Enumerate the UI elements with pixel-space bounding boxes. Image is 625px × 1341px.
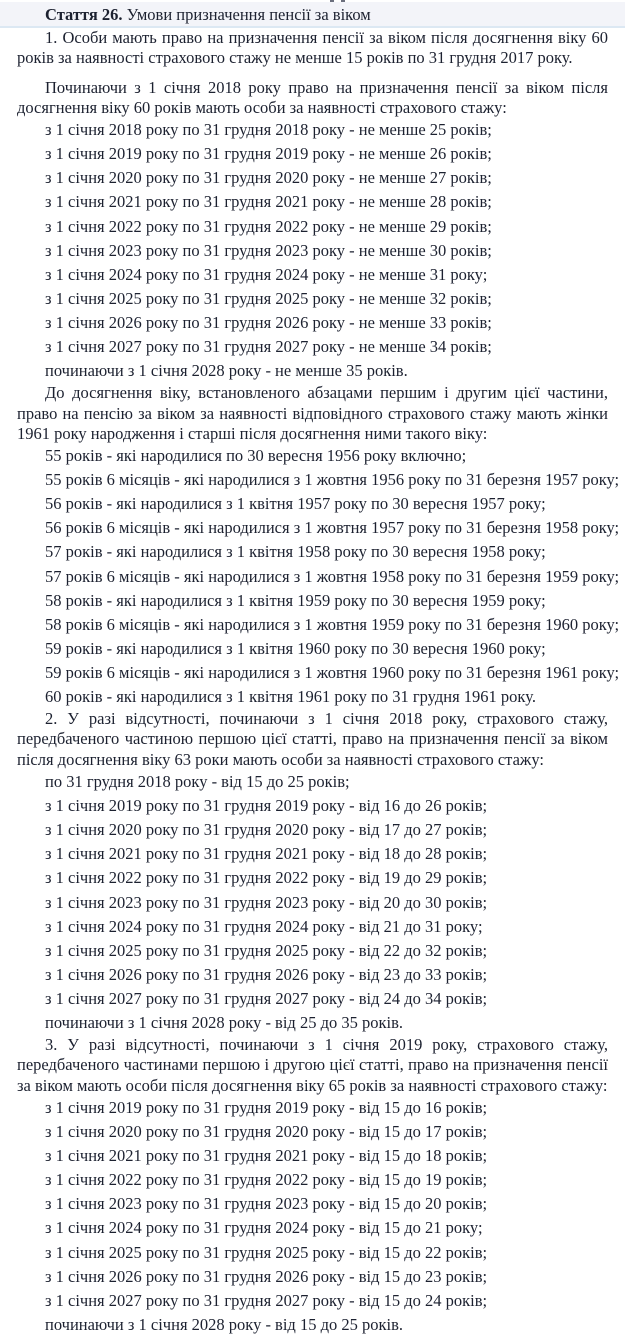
list-item: з 1 січня 2025 року по 31 грудня 2025 року - від 22 до 32 років;: [45, 940, 488, 960]
list-item: з 1 січня 2024 року по 31 грудня 2024 року - від 21 до 31 року;: [45, 916, 483, 936]
paragraph: До досягнення віку, встановленого абзацами першим і другим цієї частини, право на пенсію за віком за наявності відповідного страхового стажу мають жінки 1961 року народження і старші після досягнення ними такого віку:: [17, 383, 608, 443]
list-item: з 1 січня 2027 року по 31 грудня 2027 року - від 24 до 34 років;: [45, 988, 488, 1008]
list-item: з 1 січня 2026 року по 31 грудня 2026 року - від 23 до 33 років;: [45, 964, 488, 984]
list-item: з 1 січня 2019 року по 31 грудня 2019 року - від 16 до 26 років;: [45, 796, 488, 816]
list-item: з 1 січня 2022 року по 31 грудня 2022 року - від 15 до 19 років;: [45, 1170, 488, 1190]
list-item: 57 років 6 місяців - які народилися з 1 жовтня 1958 року по 31 березня 1959 року;: [45, 566, 620, 586]
list-item: з 1 січня 2021 року по 31 грудня 2021 року - не менше 28 років;: [45, 192, 492, 212]
list-item: з 1 січня 2022 року по 31 грудня 2022 року - від 19 до 29 років;: [45, 868, 488, 888]
list-item: 57 років - які народилися з 1 квітня 1958 року по 30 вересня 1958 року;: [45, 542, 546, 562]
clipped-previous-line-artifact: [0, 0, 625, 2]
list-item: 56 років 6 місяців - які народилися з 1 жовтня 1957 року по 31 березня 1958 року;: [45, 518, 620, 538]
list-item: 60 років - які народилися з 1 квітня 1961 року по 31 грудня 1961 року.: [45, 687, 536, 707]
article-number-label: Стаття 26.: [45, 5, 123, 24]
list-item: починаючи з 1 січня 2028 року - від 25 до 35 років.: [45, 1012, 403, 1032]
list-item: починаючи з 1 січня 2028 року - від 15 до 25 років.: [45, 1314, 403, 1334]
list-item: з 1 січня 2027 року по 31 грудня 2027 року - не менше 34 років;: [45, 337, 492, 357]
list-group: [17, 1096, 608, 1337]
article-body: [0, 28, 625, 1341]
article-title: Умови призначення пенсії за віком: [126, 5, 371, 24]
list-item: з 1 січня 2023 року по 31 грудня 2023 року - не менше 30 років;: [45, 240, 492, 260]
list-item: по 31 грудня 2018 року - від 15 до 25 років;: [45, 772, 350, 792]
paragraph: Починаючи з 1 січня 2018 року право на призначення пенсії за віком після досягнення віку 60 років мають особи за наявності страхового стажу:: [17, 77, 608, 117]
list-item: з 1 січня 2027 року по 31 грудня 2027 року - від 15 до 24 років;: [45, 1290, 488, 1310]
list-item: з 1 січня 2024 року по 31 грудня 2024 року - не менше 31 року;: [45, 264, 488, 284]
list-item: з 1 січня 2021 року по 31 грудня 2021 року - від 15 до 18 років;: [45, 1146, 488, 1166]
list-item: з 1 січня 2019 року по 31 грудня 2019 року - не менше 26 років;: [45, 144, 492, 164]
list-item: 59 років 6 місяців - які народилися з 1 жовтня 1960 року по 31 березня 1961 року;: [45, 662, 620, 682]
list-item: з 1 січня 2019 року по 31 грудня 2019 року - від 15 до 16 років;: [45, 1097, 488, 1117]
list-item: 58 років 6 місяців - які народилися з 1 жовтня 1959 року по 31 березня 1960 року;: [45, 614, 620, 634]
list-item: з 1 січня 2023 року по 31 грудня 2023 року - від 20 до 30 років;: [45, 892, 488, 912]
paragraph: 1. Особи мають право на призначення пенсії за віком після досягнення віку 60 років за наявності страхового стажу не менше 15 років по 31 грудня 2017 року.: [17, 28, 608, 68]
list-group: [17, 770, 608, 1035]
list-item: з 1 січня 2023 року по 31 грудня 2023 року - від 15 до 20 років;: [45, 1194, 488, 1214]
list-item: починаючи з 1 січня 2028 року - не менше 35 років.: [45, 361, 408, 381]
list-item: з 1 січня 2020 року по 31 грудня 2020 року - не менше 27 років;: [45, 168, 492, 188]
list-group: [17, 118, 608, 383]
list-item: 56 років - які народилися з 1 квітня 1957 року по 30 вересня 1957 року;: [45, 494, 546, 514]
list-item: з 1 січня 2021 року по 31 грудня 2021 року - від 18 до 28 років;: [45, 844, 488, 864]
list-item: з 1 січня 2026 року по 31 грудня 2026 року - від 15 до 23 років;: [45, 1266, 488, 1286]
list-item: з 1 січня 2025 року по 31 грудня 2025 року - не менше 32 років;: [45, 288, 492, 308]
clipped-glyph-fragment: [330, 0, 334, 2]
list-group: [17, 444, 620, 709]
paragraph: 3. У разі відсутності, починаючи з 1 січня 2019 року, страхового стажу, передбаченого частинами першою і другою цієї статті, право на призначення пенсії за віком мають особи після досягнення віку 65 років за наявності страхового стажу:: [17, 1035, 608, 1095]
list-item: з 1 січня 2020 року по 31 грудня 2020 року - від 15 до 17 років;: [45, 1122, 488, 1142]
list-item: з 1 січня 2020 року по 31 грудня 2020 року - від 17 до 27 років;: [45, 820, 488, 840]
clipped-glyph-fragment: [341, 0, 345, 2]
list-item: 59 років - які народилися з 1 квітня 1960 року по 30 вересня 1960 року;: [45, 638, 546, 658]
article-heading-row[interactable]: [0, 2, 625, 28]
list-item: з 1 січня 2024 року по 31 грудня 2024 року - від 15 до 21 року;: [45, 1218, 483, 1238]
list-item: 55 років - які народилися по 30 вересня 1956 року включно;: [45, 446, 467, 466]
paragraph: 2. У разі відсутності, починаючи з 1 січня 2018 року, страхового стажу, передбаченого частиною першою цієї статті, право на призначення пенсії за віком після досягнення віку 63 роки мають особи за наявності страхового стажу:: [17, 709, 608, 769]
list-item: з 1 січня 2026 року по 31 грудня 2026 року - не менше 33 років;: [45, 312, 492, 332]
list-item: з 1 січня 2022 року по 31 грудня 2022 року - не менше 29 років;: [45, 216, 492, 236]
list-item: 58 років - які народилися з 1 квітня 1959 року по 30 вересня 1959 року;: [45, 590, 546, 610]
list-item: 55 років 6 місяців - які народилися з 1 жовтня 1956 року по 31 березня 1957 року;: [45, 470, 620, 490]
list-item: з 1 січня 2025 року по 31 грудня 2025 року - від 15 до 22 років;: [45, 1242, 488, 1262]
list-item: з 1 січня 2018 року по 31 грудня 2018 року - не менше 25 років;: [45, 120, 492, 140]
